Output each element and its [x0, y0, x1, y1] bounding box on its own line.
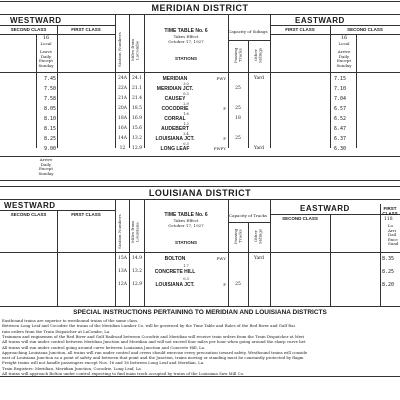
station-number: 15A [118, 256, 127, 261]
meridian-stations-label: STATIONS [174, 56, 198, 61]
meridian-timetable-number: TIME TABLE No. 6 [164, 28, 208, 34]
rule [0, 306, 400, 307]
top-rule [0, 1, 400, 2]
rule [0, 252, 400, 253]
rule [0, 180, 400, 181]
station-number: 22A [118, 86, 127, 91]
louisiana-takes-effect: Takes Effect [173, 218, 199, 223]
station-code: PWFY [213, 146, 226, 151]
louisiana-effective-date: October 17, 1927 [168, 223, 204, 228]
miles-value: 12.9 [131, 146, 143, 151]
miles-value: 13.2 [131, 269, 143, 274]
station-code: PWY [216, 256, 226, 261]
meridian-passing-tracks-label: Passing Tracks [233, 47, 243, 63]
station-name: LONG LEAF [160, 146, 190, 152]
distance-between: 0.3 [183, 277, 189, 281]
east-time: 6.52 [334, 116, 347, 122]
passing-capacity: 25 [235, 106, 241, 111]
louisiana-west-second-class: SECOND CLASS [10, 212, 47, 217]
instruction-line: All trains will approach Bolton under control expecting to find main track occupied by trains of the Louisiana Saw Mill Co. [2, 371, 245, 376]
station-name: CONCRETE HILL [154, 269, 196, 275]
distance-between: 1.7 [183, 264, 189, 268]
station-code: P [223, 136, 226, 141]
station-code: PWY [216, 76, 226, 81]
meridian-capacity-label: Capacity of Sidings [228, 29, 268, 34]
special-instructions-title: SPECIAL INSTRUCTIONS PERTAINING TO MERIDIAN AND LOUISIANA DISTRICTS [73, 309, 327, 316]
west-time: 9.00 [43, 146, 56, 152]
meridian-district-title: MERIDIAN DISTRICT [151, 3, 249, 13]
meridian-west-first-class: FIRST CLASS [71, 27, 101, 32]
meridian-west-days: Leave Daily Except Sunday [38, 49, 54, 68]
meridian-west-second-class: SECOND CLASS [10, 27, 47, 32]
station-name: MERIDIAN JCT. [156, 86, 194, 92]
station-number: 12A [118, 282, 127, 287]
west-time: 7.58 [43, 96, 56, 102]
rule [270, 25, 400, 26]
station-name: AUDEBERT [161, 126, 189, 132]
distance-between: 3.0 [183, 82, 189, 86]
station-name: COCODRIE [161, 106, 189, 112]
rule [228, 222, 270, 223]
instruction-line: All trains will run under control going around curve between Louisiana Junction and Concrete Hill, La. [2, 344, 206, 350]
table-row [0, 267, 400, 277]
station-number: 16A [118, 126, 127, 131]
louisiana-miles-label: Miles from Louisiana [130, 221, 140, 243]
meridian-effective-date: October 17, 1927 [168, 39, 204, 44]
east-time: 6.47 [334, 126, 347, 132]
west-time: 7.45 [43, 76, 56, 82]
station-code: P [223, 282, 226, 287]
station-name: MERIDIAN [162, 76, 188, 82]
rule [0, 186, 400, 187]
passing-capacity: 25 [235, 136, 241, 141]
meridian-west-train-type: Local [40, 41, 52, 46]
east-time: 6.30 [334, 146, 347, 152]
station-number: 12 [119, 146, 126, 151]
west-time: 8.25 [43, 136, 56, 142]
louisiana-eastward-heading: EASTWARD [300, 204, 350, 213]
other-sidings: Yard [253, 76, 265, 81]
station-name: BOLTON [164, 256, 186, 262]
meridian-east-train-type: Local [338, 41, 350, 46]
distance-between: 0.3 [183, 92, 189, 96]
instruction-line: Train Registers: Meridian, Meridian Junction, Cocodrie, Long Leaf, La. [2, 365, 142, 371]
meridian-east-first-class: FIRST CLASS [285, 27, 315, 32]
rule [0, 14, 400, 15]
west-time: 8.15 [43, 126, 56, 132]
louisiana-westward-heading: WESTWARD [4, 201, 56, 210]
station-number: 18A [118, 116, 127, 121]
east-time: 6.37 [334, 136, 347, 142]
station-number: 20A [118, 106, 127, 111]
west-time: 8.10 [43, 116, 56, 122]
station-code: P [223, 106, 226, 111]
miles-value: 15.6 [131, 126, 143, 131]
distance-between: 1.3 [183, 122, 189, 126]
station-name: LOUISIANA JCT. [155, 136, 195, 142]
passing-capacity: 25 [235, 86, 241, 91]
miles-value: 16.9 [131, 116, 143, 121]
rule [228, 40, 270, 41]
table-row [0, 280, 400, 290]
meridian-east-days: Arrive Daily Except Sunday [336, 49, 352, 68]
station-name: CAUSEY [164, 96, 186, 102]
louisiana-capacity-label: Capacity of Tracks [229, 213, 267, 218]
east-time: 7.15 [334, 76, 347, 82]
meridian-takes-effect: Takes Effect [173, 34, 199, 39]
col-divider [248, 222, 249, 306]
east-time: 7.10 [334, 86, 347, 92]
instruction-line: Freight trains will not handle passengers except Nos. 16 and 16 between Long Leaf and Meridian, La. [2, 360, 205, 366]
passing-capacity: 18 [235, 116, 241, 121]
instruction-line: Approaching Louisiana Junction, all trains will run under control and crews should exercise every precaution toward safety. Westbound trains will conside [2, 349, 308, 355]
miles-value: 24.1 [131, 76, 143, 81]
meridian-other-sidings-label: Other Sidings [253, 47, 263, 63]
station-name: LOUISIANA JCT. [155, 282, 195, 288]
louisiana-west-first-class: FIRST CLASS [71, 212, 101, 217]
meridian-west-train-no: 16 [42, 35, 50, 41]
station-number: 24A [118, 76, 127, 81]
louisiana-east-first-class: FIRST CLASS [382, 206, 398, 216]
louisiana-other-sidings-label: Other Sidings [253, 228, 263, 244]
rule [270, 34, 400, 35]
instruction-line: Between Long Leaf and Cocodrie the trains of the Meridian Lumber Co. will be governed by the Time Table and Rules of the Red River and Gulf Rai [2, 323, 295, 329]
east-time: 8.25 [382, 269, 395, 275]
distance-between: 1.6 [183, 112, 189, 116]
west-time: 7.50 [43, 86, 56, 92]
other-sidings: Yard [253, 256, 265, 261]
meridian-east-second-class: SECOND CLASS [347, 27, 383, 32]
rule [0, 156, 400, 157]
station-number: 21A [118, 96, 127, 101]
meridian-eastward-heading: EASTWARD [295, 16, 345, 25]
meridian-miles-label: Miles from LaCombe [130, 39, 140, 61]
miles-value: 21.1 [131, 86, 143, 91]
meridian-arrive-footer: Arrive Daily Except Sunday [38, 157, 54, 176]
meridian-westward-heading: WESTWARD [10, 16, 62, 25]
rule [0, 199, 400, 200]
louisiana-timetable-number: TIME TABLE No. 6 [164, 212, 208, 218]
louisiana-timetable-block [146, 212, 226, 228]
distance-between: 2.9 [183, 102, 189, 106]
station-number: 14A [118, 136, 127, 141]
miles-value: 13.2 [131, 136, 143, 141]
instruction-line: rain orders from the Train Dispatcher at LaCombe, La. [2, 328, 111, 334]
distance-between: 2.4 [183, 132, 189, 136]
louisiana-passing-tracks-label: Passing Tracks [233, 228, 243, 244]
east-time: 7.04 [334, 96, 347, 102]
louisiana-east-second-class: SECOND CLASS [282, 216, 318, 221]
west-time: 8.05 [43, 106, 56, 112]
meridian-timetable-block [146, 28, 226, 44]
rule [0, 72, 400, 73]
miles-value: 14.9 [131, 256, 143, 261]
meridian-station-numbers-label: Station Numbers [117, 32, 122, 68]
table-row [0, 254, 400, 264]
instruction-line: Eastbound trains are superior to westbound trains of the same class. [2, 318, 139, 323]
station-number: 13A [118, 269, 127, 274]
louisiana-stations-label: STATIONS [174, 240, 198, 245]
east-time: 8.20 [382, 282, 395, 288]
instruction-line: All trains will run under control between Meridian Junction and Meridian and will not exceed four miles per hour when going around the sharp curve bet [2, 339, 306, 345]
louisiana-east-days: Lo Arri Dail Exce Sund [388, 223, 399, 247]
distance-between: 0.3 [183, 142, 189, 146]
passing-capacity: 25 [235, 282, 241, 287]
meridian-east-train-no: 16 [340, 35, 348, 41]
other-sidings: Yard [253, 146, 265, 151]
rule [0, 376, 400, 377]
miles-value: 12.9 [131, 282, 143, 287]
east-time: 8.35 [382, 256, 395, 262]
louisiana-station-numbers-label: Station Numbers [117, 214, 122, 250]
louisiana-east-train-no: 118 [384, 217, 393, 222]
miles-value: 18.5 [131, 106, 143, 111]
instruction-line: east of Louisiana Junction as a point of safety and between that point and the Junction, trains moving or standing must be constantly protected by flagm [2, 355, 304, 361]
station-name: CORRAL [164, 116, 186, 122]
instruction-line: Trainmen and enginemen of the Red River and Gulf Railroad between Cocodrie and Meridian will receive train orders from the Train Dispatcher at Meri [2, 333, 305, 339]
louisiana-district-title: LOUISIANA DISTRICT [148, 188, 252, 198]
east-time: 6.57 [334, 106, 347, 112]
miles-value: 21.4 [131, 96, 143, 101]
